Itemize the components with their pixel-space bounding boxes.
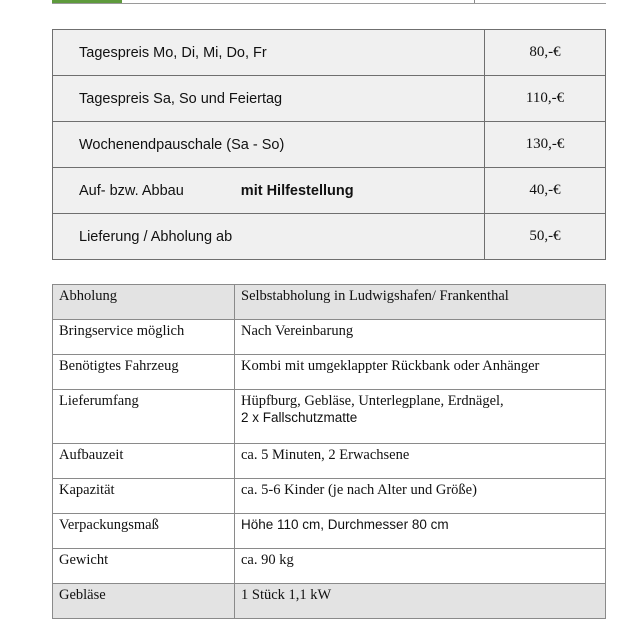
green-accent-bar — [52, 0, 122, 3]
spec-row — [53, 514, 606, 549]
price-value: 40,-€ — [485, 168, 606, 214]
spec-key: Abholung — [53, 285, 235, 320]
spec-key: Lieferumfang — [53, 390, 235, 444]
spec-row — [53, 390, 606, 444]
spec-value-line2: 2 x Fallschutzmatte — [241, 410, 358, 425]
spec-value: Nach Vereinbarung — [235, 320, 606, 355]
price-row — [53, 122, 606, 168]
spec-value: ca. 5-6 Kinder (je nach Alter und Größe) — [235, 479, 606, 514]
spec-row — [53, 549, 606, 584]
column-divider — [474, 0, 475, 3]
spec-key: Gebläse — [53, 584, 235, 619]
price-value: 50,-€ — [485, 214, 606, 260]
spec-row — [53, 285, 606, 320]
spec-key: Verpackungsmaß — [53, 514, 235, 549]
price-row — [53, 30, 606, 76]
spec-value: Höhe 110 cm, Durchmesser 80 cm — [235, 514, 606, 549]
price-note: mit Hilfestellung — [240, 182, 354, 199]
price-row — [53, 168, 606, 214]
price-value: 80,-€ — [485, 30, 606, 76]
spec-key: Aufbauzeit — [53, 444, 235, 479]
price-value: 110,-€ — [485, 76, 606, 122]
price-label: Auf- bzw. Abbau — [79, 182, 184, 199]
spec-value: Kombi mit umgeklappter Rückbank oder Anhänger — [235, 355, 606, 390]
spec-key: Benötigtes Fahrzeug — [53, 355, 235, 390]
spec-row — [53, 355, 606, 390]
price-label: Lieferung / Abholung ab — [53, 214, 485, 260]
spec-key: Kapazität — [53, 479, 235, 514]
price-value: 130,-€ — [485, 122, 606, 168]
top-table-remnant — [52, 0, 606, 4]
spec-table — [52, 284, 606, 619]
price-row — [53, 214, 606, 260]
spec-value: 1 Stück 1,1 kW — [235, 584, 606, 619]
spec-key: Gewicht — [53, 549, 235, 584]
price-label: Tagespreis Mo, Di, Mi, Do, Fr — [53, 30, 485, 76]
spec-row — [53, 444, 606, 479]
spec-value: ca. 5 Minuten, 2 Erwachsene — [235, 444, 606, 479]
spec-value: Selbstabholung in Ludwigshafen/ Frankenthal — [235, 285, 606, 320]
spec-row — [53, 320, 606, 355]
spec-value-cell — [235, 390, 606, 444]
spec-value: ca. 90 kg — [235, 549, 606, 584]
price-label-cell — [53, 168, 485, 214]
spec-row — [53, 479, 606, 514]
price-label: Tagespreis Sa, So und Feiertag — [53, 76, 485, 122]
price-row — [53, 76, 606, 122]
pricing-table — [52, 29, 606, 260]
price-label: Wochenendpauschale (Sa - So) — [53, 122, 485, 168]
spec-row — [53, 584, 606, 619]
spec-value: Hüpfburg, Gebläse, Unterlegplane, Erdnägel, — [241, 393, 504, 409]
spec-key: Bringservice möglich — [53, 320, 235, 355]
